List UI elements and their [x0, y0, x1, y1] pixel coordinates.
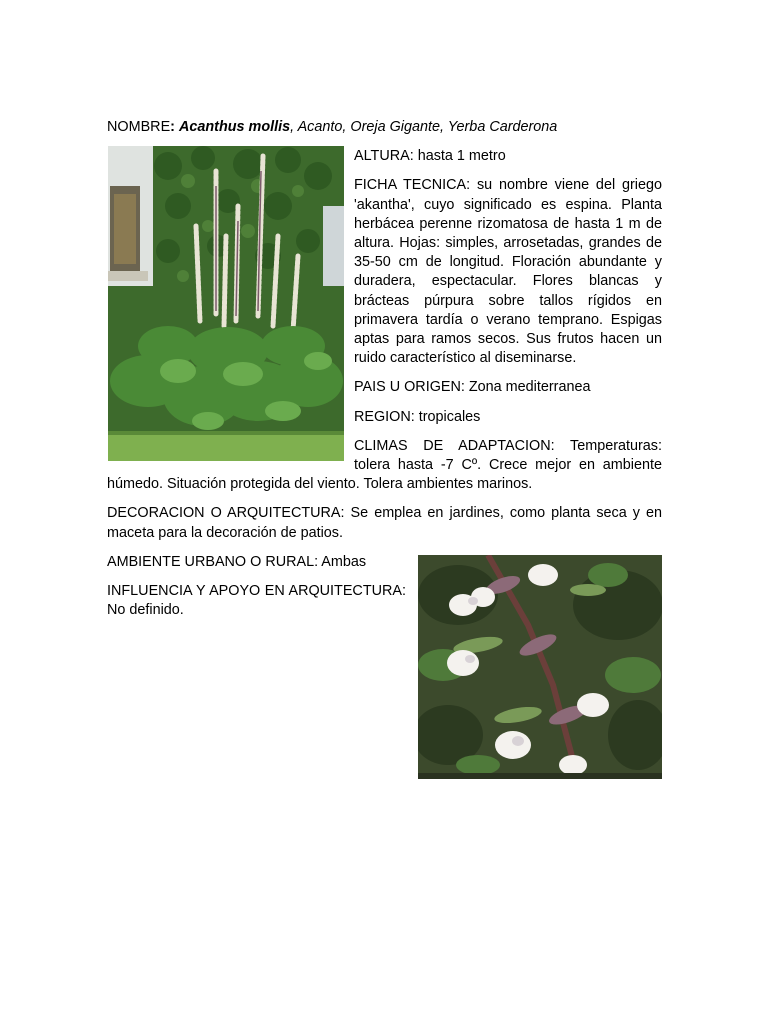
ficha-tecnica-text: FICHA TECNICA: su nombre viene del griego 'akantha', cuyo significado es espina. Planta herbácea perenne rizomatosa de hasta 1 m de altura. Hojas: simples, arrosetadas, grandes de 35-50 cm de longitud. Floración abundante y duradera, espectacular. Flores blancas y brácteas púrpura sobre tallos rígidos en primavera tardía o verano temprano. Espigas aptas para ramos secos. Sus frutos hacen un ruido característico al diseminarse.: [354, 177, 662, 367]
document-body: [107, 118, 662, 783]
scientific-name: Acanthus mollis: [178, 119, 291, 135]
flower-photo: [418, 555, 662, 779]
influencia-text: INFLUENCIA Y APOYO EN ARQUITECTURA: No definido.: [107, 583, 406, 619]
nombre-colon: :: [170, 119, 179, 135]
pais-origen-text: PAIS U ORIGEN: Zona mediterranea: [354, 379, 591, 396]
nombre-line: [107, 118, 662, 137]
decoracion-text: DECORACION O ARQUITECTURA: Se emplea en jardines, como planta seca y en maceta para la decoración de patios.: [107, 505, 662, 541]
region-text: REGION: tropicales: [354, 408, 481, 425]
climas-text: CLIMAS DE ADAPTACION: Temperaturas: tolera hasta -7 Cº. Crece mejor en ambiente húmedo. Situación protegida del viento. Tolera ambientes marinos.: [107, 437, 662, 493]
ambiente-text: AMBIENTE URBANO O RURAL: Ambas: [107, 553, 367, 570]
nombre-label: NOMBRE: [107, 119, 171, 135]
plant-photo: [108, 146, 344, 461]
altura-text: ALTURA: hasta 1 metro: [354, 148, 506, 165]
common-names: , Acanto, Oreja Gigante, Yerba Carderona: [290, 119, 558, 135]
